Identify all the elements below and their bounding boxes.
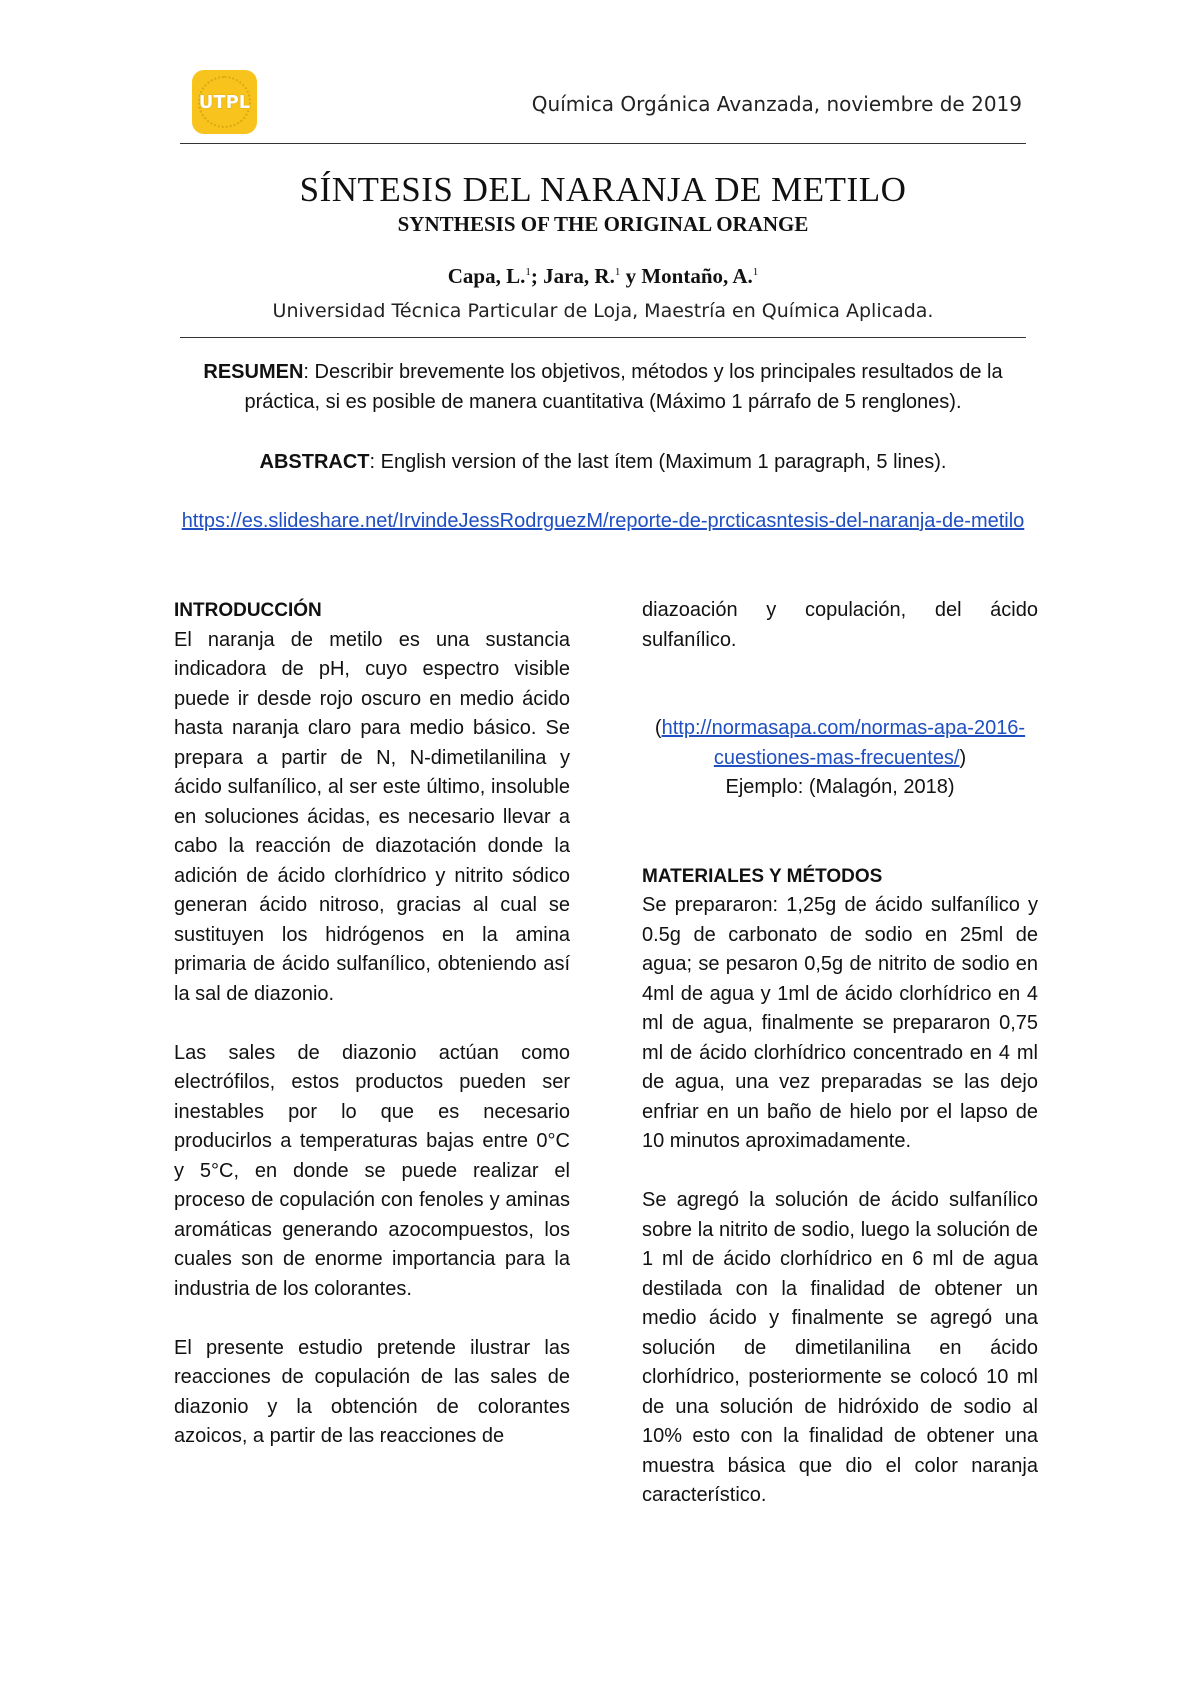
author-name: Montaño, A. [641, 264, 753, 288]
apa-link[interactable]: http://normasapa.com/normas-apa-2016-cuestiones-mas-frecuentes/ [661, 717, 1026, 769]
author-affiliation-mark: 1 [752, 266, 759, 278]
utpl-logo [192, 70, 257, 134]
citation-note [642, 714, 1038, 773]
intro-paragraph-2: Las sales de diazonio actúan como electrófilos, estos productos pueden ser inestables por lo que es necesario producirlos a temperaturas bajas entre 0°C y 5°C, en donde se puede realizar el proceso de copulación con fenoles y aminas aromáticas generando azocompuestos, los cuales son de enorme importancia para la industria de los colorantes. [174, 1041, 570, 1300]
affiliation: Universidad Técnica Particular de Loja, Maestría en Química Aplicada. [272, 300, 934, 322]
header-divider [180, 143, 1026, 144]
paper-title: SÍNTESIS DEL NARANJA DE METILO [299, 170, 907, 209]
materiales-paragraph-1: Se prepararon: 1,25g de ácido sulfanílico y 0.5g de carbonato de sodio en 25ml de agua; se pesaron 0,5g de nitrito de sodio en 4ml de agua y 1ml de ácido clorhídrico en 4 ml de agua, finalmente se prepararon 0,75 ml de ácido clorhídrico concentrado en 4 ml de agua, una vez preparadas se las dejo enfriar en un baño de hielo por el lapso de 10 minutos aproximadamente. [642, 894, 1038, 1152]
introduccion-heading: INTRODUCCIÓN [174, 600, 322, 621]
citation-open: ( [654, 717, 662, 739]
left-column [174, 596, 570, 1452]
author-name: Capa, L. [447, 264, 526, 288]
author-affiliation-mark: 1 [614, 266, 621, 278]
author-list [180, 264, 1026, 289]
author-separator: ; [530, 264, 544, 288]
right-column [642, 596, 1038, 1511]
intro-paragraph-3-continued: diazoación y copulación, del ácido sulfanílico. [642, 599, 1038, 651]
journal-header: Química Orgánica Avanzada, noviembre de 2019 [531, 92, 1022, 116]
intro-paragraph-3: El presente estudio pretende ilustrar las reacciones de copulación de las sales de diazonio y la obtención de colorantes azoicos, a partir de las reacciones de [174, 1336, 570, 1447]
citation-example: Ejemplo: (Malagón, 2018) [725, 776, 955, 798]
logo-text: UTPL [198, 91, 251, 113]
reference-link-block [170, 506, 1036, 536]
materiales-heading: MATERIALES Y MÉTODOS [642, 865, 883, 887]
resumen-block [170, 357, 1036, 417]
resumen-text: : Describir brevemente los objetivos, métodos y los principales resultados de la práctica, si es posible de manera cuantitativa (Máximo 1 párrafo de 5 renglones). [244, 361, 1003, 413]
resumen-label: RESUMEN [203, 361, 304, 383]
author-separator: y [620, 264, 642, 288]
reference-link[interactable]: https://es.slideshare.net/IrvindeJessRodrguezM/reporte-de-prcticasntesis-del-naranja-de-metilo [181, 510, 1025, 532]
paper-subtitle: SYNTHESIS OF THE ORIGINAL ORANGE [397, 212, 809, 236]
author-name: Jara, R. [543, 264, 615, 288]
abstract-text: : English version of the last ítem (Maximum 1 paragraph, 5 lines). [369, 451, 947, 473]
intro-paragraph-1: El naranja de metilo es una sustancia indicadora de pH, cuyo espectro visible puede ir desde rojo oscuro en medio ácido hasta naranja claro para medio básico. Se prepara a partir de N, N-dimetilanilina y ácido sulfanílico, al ser este último, insoluble en soluciones ácidas, es necesario llevar a cabo la reacción de diazotación donde la adición de ácido clorhídrico y nitrito sódico generan ácido nitroso, gracias al cual se sustituyen los hidrógenos en la amina primaria de ácido sulfanílico, obteniendo así la sal de diazonio. [174, 628, 570, 1005]
materiales-paragraph-2: Se agregó la solución de ácido sulfanílico sobre la nitrito de sodio, luego la solución de 1 ml de ácido clorhídrico en 6 ml de agua destilada con la finalidad de obtener un medio ácido y finalmente se agregó una solución de dimetilanilina en ácido clorhídrico, posteriormente se colocó 10 ml de una solución de hidróxido de sodio al 10% esto con la finalidad de obtener una muestra básica que dio el color naranja característico. [642, 1189, 1038, 1506]
author-affiliation-mark: 1 [525, 266, 531, 278]
affiliation-divider [180, 337, 1026, 338]
abstract-block [170, 447, 1036, 477]
abstract-label: ABSTRACT [259, 451, 370, 473]
citation-close: ) [959, 746, 967, 769]
